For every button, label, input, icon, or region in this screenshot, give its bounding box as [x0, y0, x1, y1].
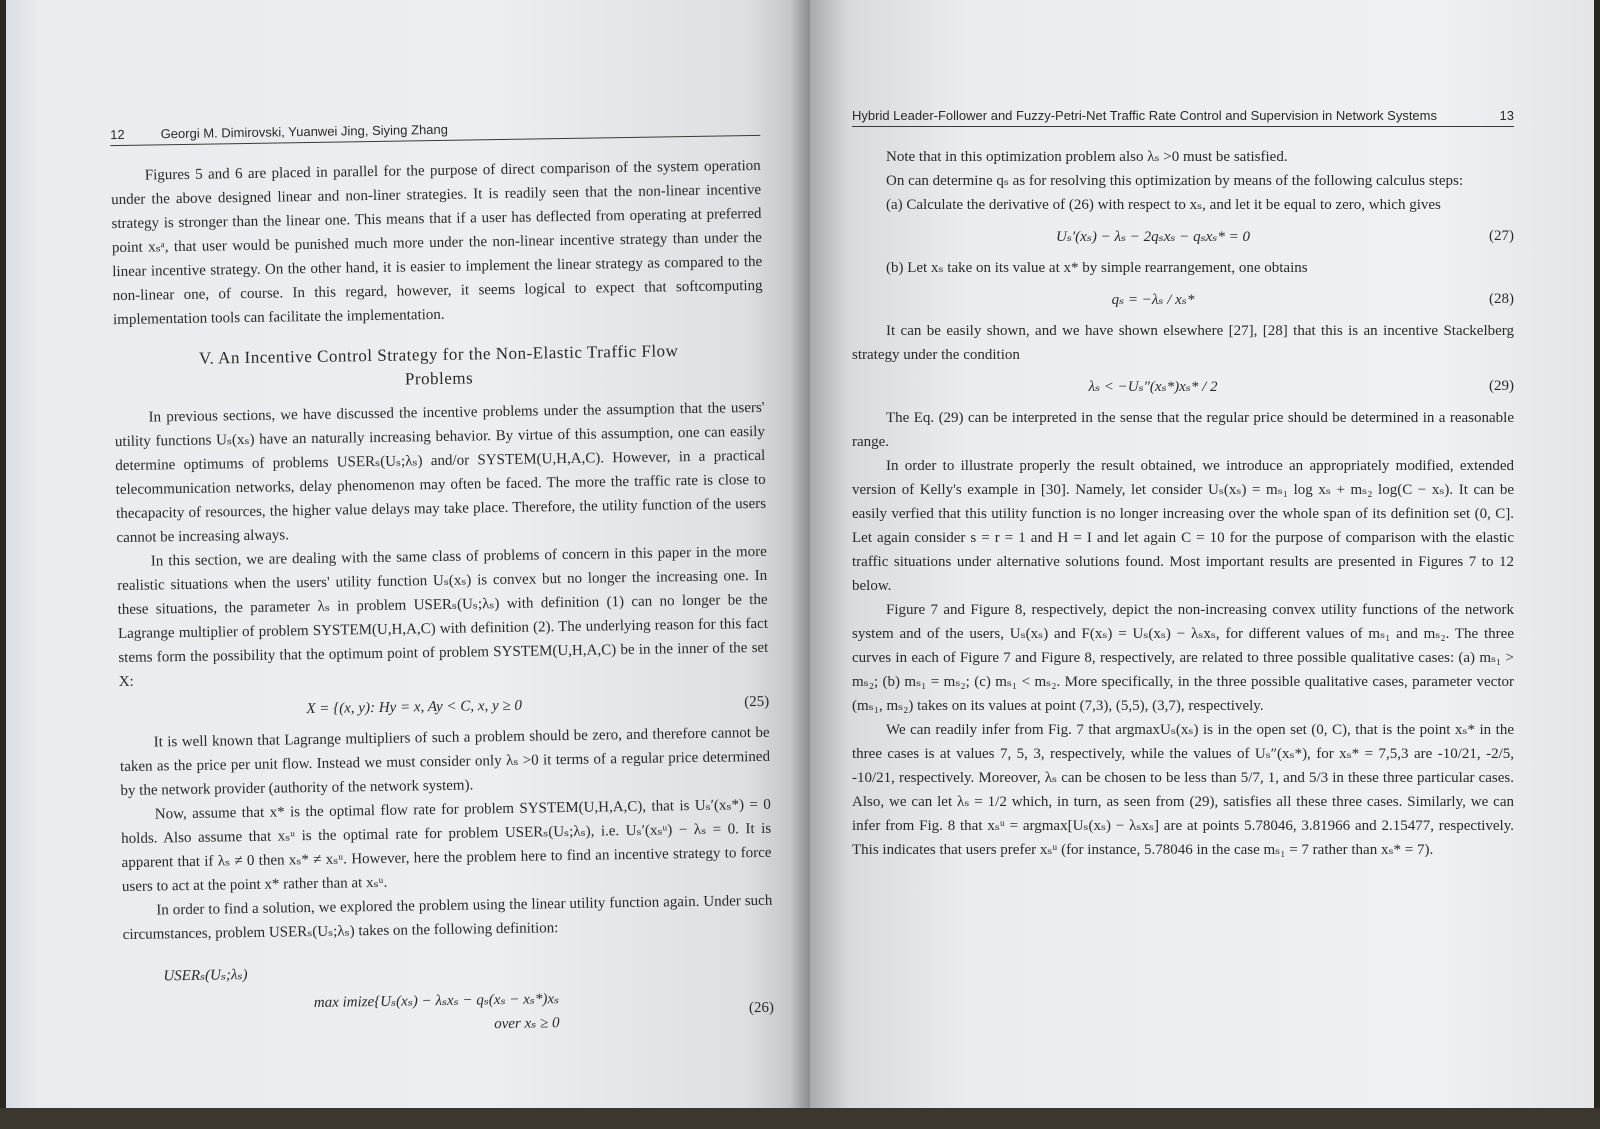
left-running-head-authors: Georgi M. Dimirovski, Yuanwei Jing, Siying Zhang: [160, 121, 449, 142]
right-paragraph-1: Note that in this optimization problem also λₛ >0 must be satisfied.: [886, 149, 1288, 165]
right-running-head: [852, 108, 1514, 127]
left-page: [6, 0, 810, 1110]
equation-25-number: (25): [744, 693, 770, 711]
equation-28: [852, 290, 1514, 309]
left-paragraph-2: In previous sections, we have discussed the incentive problems under the assumption that the users' utility functions Uₛ(xₛ) have an naturally increasing behavior. By virtue of this assumption, one can easily determine optimums of problems USERₛ(Uₛ;λₛ) and/or SYSTEM(U,H,A,C). However, in a practical telecommunication networks, delay phenomenon may often be faced. The more the traffic rate is close to thecapacity of resources, the higher value delays may take place. Therefore, the utility function of the users cannot be increasing always.: [114, 399, 767, 547]
right-paragraph-7: In order to illustrate properly the result obtained, we introduce an appropriately modified, extended version of Kelly's example in [30]. Namely, let consider Uₛ(xₛ) = mₛ₁ log xₛ + mₛ₂ log(C − xₛ). It can be easily verfied that this utility function is no longer increasing over the whole span of its definition set (0, C]. Let again consider s = r = 1 and H = I and let again C = 10 for the purpose of comparison with the elastic traffic situations under alternative solutions found. Most important results are presented in Figures 7 to 12 below.: [852, 458, 1514, 594]
right-paragraph-9: We can readily infer from Fig. 7 that argmaxUₛ(xₛ) is in the open set (0, C), that is the point xₛ* in the three cases is at values 7, 5, 3, respectively, while the values of Uₛ″(xₛ*), for xₛ* = 7,5,3 are -10/21, -2/5, -10/21, respectively. Moreover, λₛ can be chosen to be less than 5/7, 1, and 5/3 in these three particular cases. Also, we can let λₛ = 1/2 which, in turn, as seen from (29), satisfies all these three cases. Similarly, we can infer from Fig. 8 that xₛᵘ = argmax[Uₛ(xₛ) − λₛxₛ] are at points 5.78046, 3.81966 and 2.15477, respectively. This indicates that users prefer xₛᵘ (for instance, 5.78046 in the case mₛ₁ = 7 rather than xₛ* = 7).: [852, 722, 1514, 858]
equation-28-expression: qₛ = −λₛ / xₛ*: [1111, 292, 1195, 308]
left-running-head: [110, 117, 760, 146]
equation-26-line-1: max imize{Uₛ(xₛ) − λₛxₛ − qₛ(xₛ − xₛ*)xₛ: [313, 991, 560, 1012]
equation-25: [119, 694, 769, 721]
equation-27: [852, 227, 1514, 246]
left-page-number: 12: [110, 126, 125, 143]
equation-26-number: (26): [748, 999, 775, 1016]
right-running-head-title: Hybrid Leader-Follower and Fuzzy-Petri-Net Traffic Rate Control and Supervision in Network Systems: [852, 108, 1437, 123]
equation-27-number: (27): [1489, 228, 1514, 244]
equation-29-expression: λₛ < −Uₛ″(xₛ*)xₛ* / 2: [1088, 379, 1218, 395]
right-page: [810, 0, 1594, 1110]
equation-26-line-2: over xₛ ≥ 0: [494, 1015, 560, 1033]
left-paragraph-3: In this section, we are dealing with the same class of problems of concern in this paper in the more realistic situations when the users' utility function Uₛ(xₛ) is convex but no longer the increasing one. In these situations, the parameter λₛ in problem USERₛ(Uₛ;λₛ) with definition (1) can no longer be the Lagrange multiplier of problem SYSTEM(U,H,A,C) with definition (2). The underlying reason for this fact stems form the possibility that the optimum point of problem SYSTEM(U,H,A,C) be in the inner of the set X:: [117, 543, 769, 691]
equation-27-expression: Uₛ′(xₛ) − λₛ − 2qₛxₛ − qₛxₛ* = 0: [1056, 229, 1250, 245]
right-paragraph-3: (a) Calculate the derivative of (26) with respect to xₛ, and let it be equal to zero, which gives: [886, 197, 1441, 213]
right-paragraph-4: (b) Let xₛ take on its value at x* by simple rearrangement, one obtains: [886, 260, 1308, 276]
equation-29-number: (29): [1489, 378, 1514, 394]
equation-26-expression: [124, 985, 715, 1042]
equation-26: [124, 984, 775, 1042]
section-heading: [114, 338, 765, 396]
left-paragraph-6: In order to find a solution, we explored the problem using the linear utility function again. Under such circumstances, problem USERₛ(Uₛ;λₛ) takes on the following definition:: [122, 892, 773, 944]
left-paragraph-4: It is well known that Lagrange multipliers of such a problem should be zero, and therefore cannot be taken as the price per unit flow. Instead we must consider only λₛ >0 it terms of a regular price determined by the network provider (authority of the network system).: [119, 724, 771, 800]
equation-29: [852, 377, 1514, 396]
left-paragraph-1: Figures 5 and 6 are placed in parallel for the purpose of direct comparison of the system operation under the above designed linear and non-liner strategies. It is readily seen that the non-linear incentive strategy is stronger than the linear one. This means that if a user has deflected from operating at preferred point xₛᵃ, that user would be punished much more under the non-linear incentive strategy than under the linear incentive strategy. On the other hand, it is easier to implement the linear strategy as compared to the non-linear one, of course. In this regard, however, it seems logical to expect that softcomputing implementation tools can facilitate the implementation.: [111, 157, 763, 329]
equation-28-number: (28): [1489, 291, 1514, 307]
book-bottom-edge: [0, 1108, 1600, 1129]
right-paragraph-5: It can be easily shown, and we have shown elsewhere [27], [28] that this is an incentive Stackelberg strategy under the condition: [852, 323, 1514, 363]
section-heading-line-2: Problems: [404, 368, 474, 389]
left-page-content: [110, 117, 774, 1042]
left-paragraph-5: Now, assume that x* is the optimal flow rate for problem SYSTEM(U,H,A,C), that is Uₛ′(xₛ*) = 0 holds. Also assume that xₛᵘ is the optimal rate for problem USERₛ(Uₛ;λₛ), i.e. Uₛ′(xₛᵘ) − λₛ = 0. It is apparent that if λₛ ≠ 0 then xₛ* ≠ xₛᵘ. However, here the problem here to find an incentive strategy to force users to act at the point x* rather than at xₛᵘ.: [121, 796, 772, 896]
right-paragraph-6: The Eq. (29) can be interpreted in the sense that the regular price should be determined in a reasonable range.: [852, 410, 1514, 450]
right-paragraph-2: On can determine qₛ as for resolving this optimization by means of the following calculus steps:: [886, 173, 1464, 189]
right-paragraph-8: Figure 7 and Figure 8, respectively, depict the non-increasing convex utility functions of the network system and of the users, Uₛ(xₛ) and F(xₛ) = Uₛ(xₛ) − λₛxₛ, for different values of mₛ₁ and mₛ₂. The three curves in each of Figure 7 and Figure 8, respectively, are related to three possible qualitative cases: (a) mₛ₁ > mₛ₂; (b) mₛ₁ = mₛ₂; (c) mₛ₁ < mₛ₂. More specifically, in the three possible qualitative cases, parameter vector (mₛ₁, mₛ₂) takes on its values at point (7,3), (5,5), (3,7), respectively.: [852, 602, 1514, 714]
user-problem-definition: USERₛ(Uₛ;λₛ): [163, 967, 248, 985]
right-page-number: 13: [1499, 108, 1514, 123]
section-heading-line-1: V. An Incentive Control Strategy for the Non-Elastic Traffic Flow: [198, 341, 679, 368]
equation-25-expression: X = {(x, y): Hy = x, Ay < C, x, y ≥ 0: [306, 697, 523, 718]
